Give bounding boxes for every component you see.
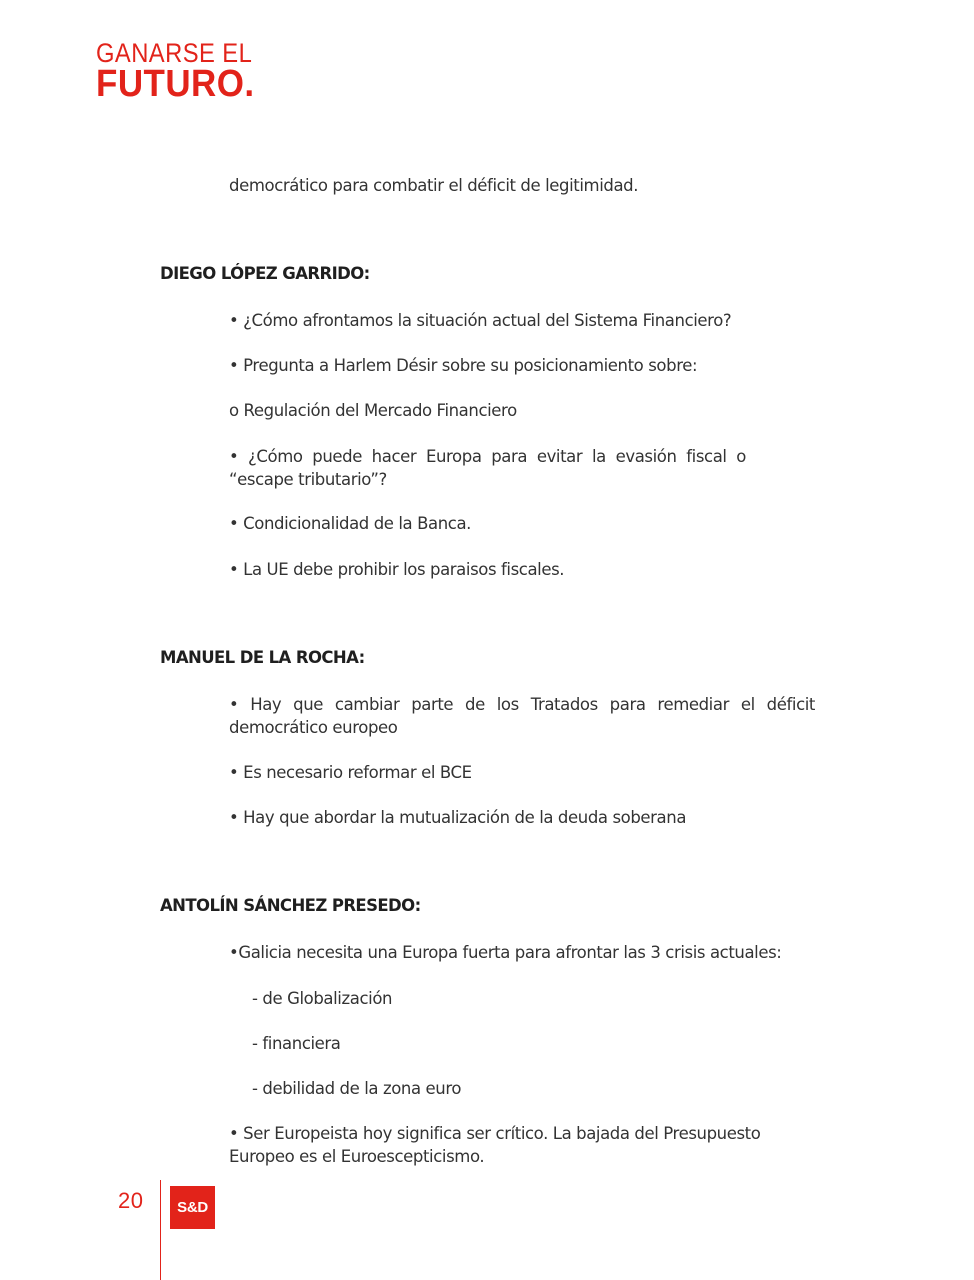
list-item: • La UE debe prohibir los paraisos fiscales. <box>229 560 565 579</box>
section-heading-manuel: MANUEL DE LA ROCHA: <box>160 648 365 667</box>
list-item: • ¿Cómo afrontamos la situación actual del Sistema Financiero? <box>229 311 732 330</box>
footer-divider <box>160 1180 161 1280</box>
list-item: •Galicia necesita una Europa fuerta para afrontar las 3 crisis actuales: <box>229 943 782 962</box>
page-number: 20 <box>118 1188 144 1213</box>
list-item: • Es necesario reformar el BCE <box>229 763 472 782</box>
list-item: • Hay que abordar la mutualización de la deuda soberana <box>229 808 687 827</box>
list-item: • Ser Europeista hoy significa ser crítico. La bajada del Presupuesto Europeo es el Euroescepticismo. <box>229 1124 761 1166</box>
logo-line-2: FUTURO. <box>96 63 255 105</box>
brand-logo <box>96 40 274 103</box>
list-item: • ¿Cómo puede hacer Europa para evitar la evasión fiscal o “escape tributario”? <box>229 447 746 489</box>
logo-line-1: GANARSE EL <box>96 38 253 68</box>
list-item: o Regulación del Mercado Financiero <box>229 401 517 420</box>
list-item: • Hay que cambiar parte de los Tratados para remediar el déficit democrático europeo <box>229 695 815 737</box>
sub-list-item: - financiera <box>252 1034 341 1053</box>
section-heading-antolin: ANTOLÍN SÁNCHEZ PRESEDO: <box>160 896 421 915</box>
sd-logo-badge: S&D <box>170 1186 215 1229</box>
sub-list-item: - de Globalización <box>252 989 393 1008</box>
intro-line: democrático para combatir el déficit de legitimidad. <box>229 176 639 195</box>
list-item: • Condicionalidad de la Banca. <box>229 514 472 533</box>
sub-list-item: - debilidad de la zona euro <box>252 1079 462 1098</box>
section-heading-diego: DIEGO LÓPEZ GARRIDO: <box>160 264 370 283</box>
list-item: • Pregunta a Harlem Désir sobre su posicionamiento sobre: <box>229 356 698 375</box>
